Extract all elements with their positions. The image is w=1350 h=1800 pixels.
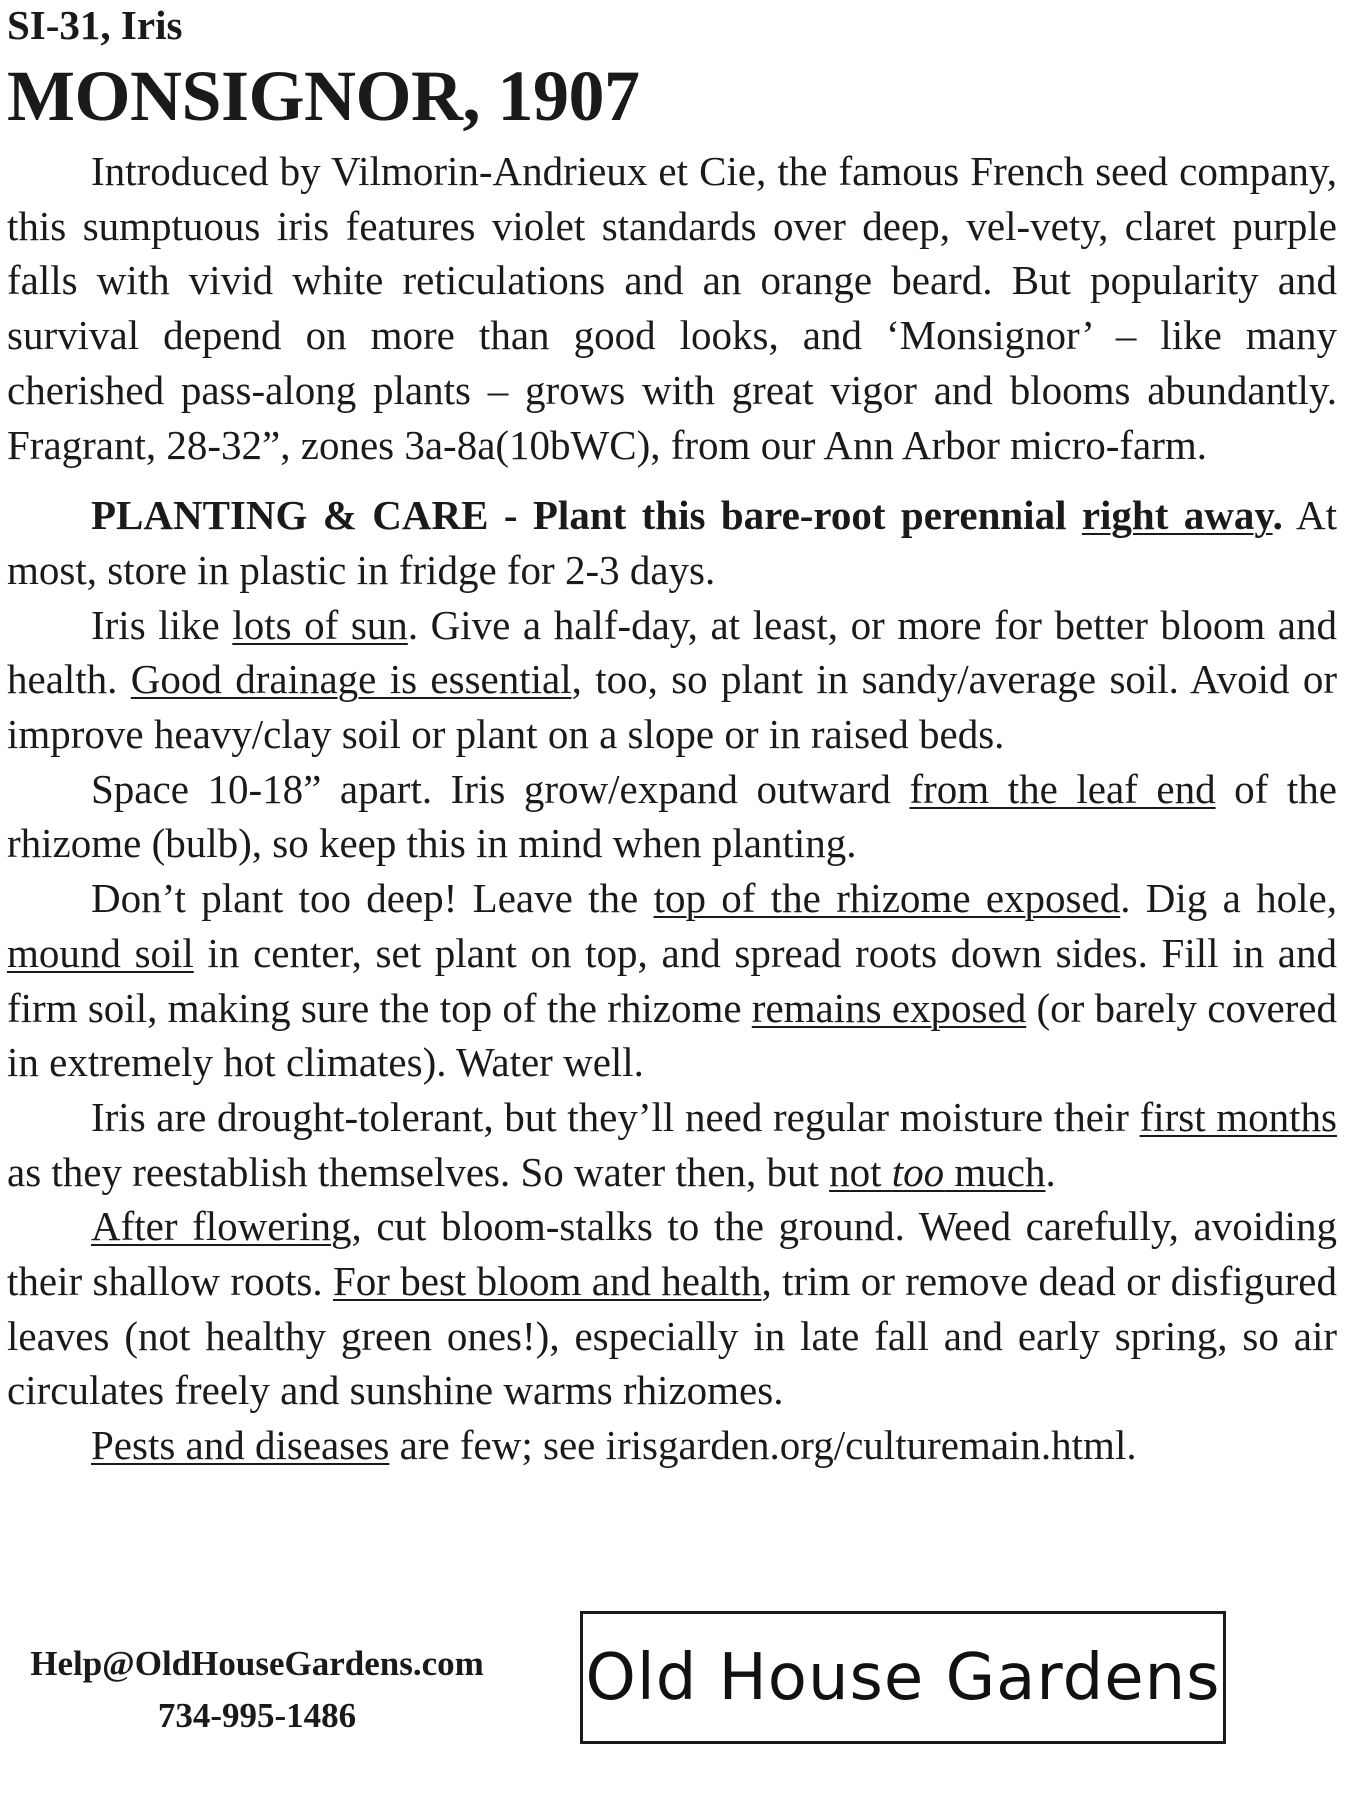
text-run: , trim or remove dead or disfigured leaves (not healthy green ones!), especially in late fall and early spring, so air circulates freely and sunshine warms rhizomes.	[7, 1258, 1337, 1414]
care-heading-tail: At most, store in plastic in fridge for 2-3 days.	[7, 492, 1337, 593]
underlined-text: top of the rhizome exposed	[653, 875, 1121, 922]
underlined-text: For best bloom and health	[332, 1258, 762, 1305]
intro-paragraph: Introduced by Vilmorin-Andrieux et Cie, the famous French seed company, this sumptuous iris features violet standards over deep, vel-vety, claret purple falls with vivid white reticulations and an orange beard. But popularity and survival depend on more than good looks, and ‘Monsignor’ – like many cherished pass-along plants – grows with great vigor and blooms abundantly. Fragrant, 28-32”, zones 3a-8a(10bWC), from our Ann Arbor micro-farm.	[7, 148, 1337, 468]
care-heading: PLANTING & CARE - Plant this bare-root perennial	[91, 492, 1082, 539]
care-paragraph-2	[7, 598, 1337, 762]
text-run: of the rhizome (bulb), so keep this in mind when planting.	[7, 765, 1337, 867]
contact-block	[7, 1638, 507, 1742]
text-run: Iris like	[91, 601, 233, 648]
care-heading-emphasis: right away	[1081, 492, 1273, 539]
underlined-text: from the leaf end	[909, 765, 1216, 812]
underlined-text: first months	[1139, 1093, 1337, 1140]
underlined-text: Good drainage is essential	[130, 656, 572, 703]
page-title: MONSIGNOR, 1907	[7, 56, 640, 136]
contact-phone: 734-995-1486	[157, 1696, 357, 1735]
text-run: in center, set plant on top, and spread roots down sides. Fill in and firm soil, making sure the top of the rhizome	[7, 929, 1337, 1031]
text-run: much	[944, 1148, 1046, 1195]
care-paragraph-6	[7, 1199, 1337, 1418]
text-run: as they reestablish themselves. So water then, but	[7, 1148, 830, 1195]
logo-text: Old House Gardens	[585, 1640, 1221, 1715]
underlined-text: Pests and diseases	[91, 1422, 390, 1469]
underlined-text: remains exposed	[751, 984, 1027, 1031]
text-run: not	[829, 1148, 892, 1195]
care-paragraph-4	[7, 871, 1337, 1090]
care-paragraph-7	[7, 1418, 1337, 1473]
care-paragraph-1	[7, 488, 1337, 597]
contact-email: Help@OldHouseGardens.com	[30, 1644, 484, 1683]
text-run: , cut bloom-stalks to the ground. Weed carefully, avoiding their shallow roots.	[7, 1203, 1337, 1305]
text-run: , too, so plant in sandy/average soil. Avoid or improve heavy/clay soil or plant on a slope or in raised beds.	[7, 656, 1337, 758]
care-paragraph-5	[7, 1090, 1337, 1199]
text-run: . Dig a hole,	[1120, 875, 1338, 922]
underlined-text	[829, 1149, 1045, 1195]
product-code: SI-31, Iris	[7, 2, 183, 48]
text-run: .	[1045, 1148, 1056, 1195]
text-run: . Give a half-day, at least, or more for better bloom and health.	[7, 601, 1337, 703]
instruction-sheet	[7, 0, 1337, 1473]
text-run: are few; see irisgarden.org/culturemain.html.	[389, 1422, 1137, 1469]
underlined-text: After flowering	[91, 1203, 352, 1250]
care-heading-end: .	[1272, 492, 1283, 539]
italic-text: too	[891, 1148, 945, 1195]
text-run: Space 10-18” apart. Iris grow/expand outward	[91, 765, 910, 812]
care-paragraph-3	[7, 762, 1337, 871]
text-run: (or barely covered in extremely hot climates). Water well.	[7, 984, 1337, 1086]
underlined-text: mound soil	[7, 929, 194, 976]
text-run: Iris are drought-tolerant, but they’ll need regular moisture their	[91, 1093, 1140, 1140]
text-run: Don’t plant too deep! Leave the	[91, 875, 654, 922]
logo	[580, 1611, 1226, 1744]
underlined-text: lots of sun	[232, 601, 408, 648]
